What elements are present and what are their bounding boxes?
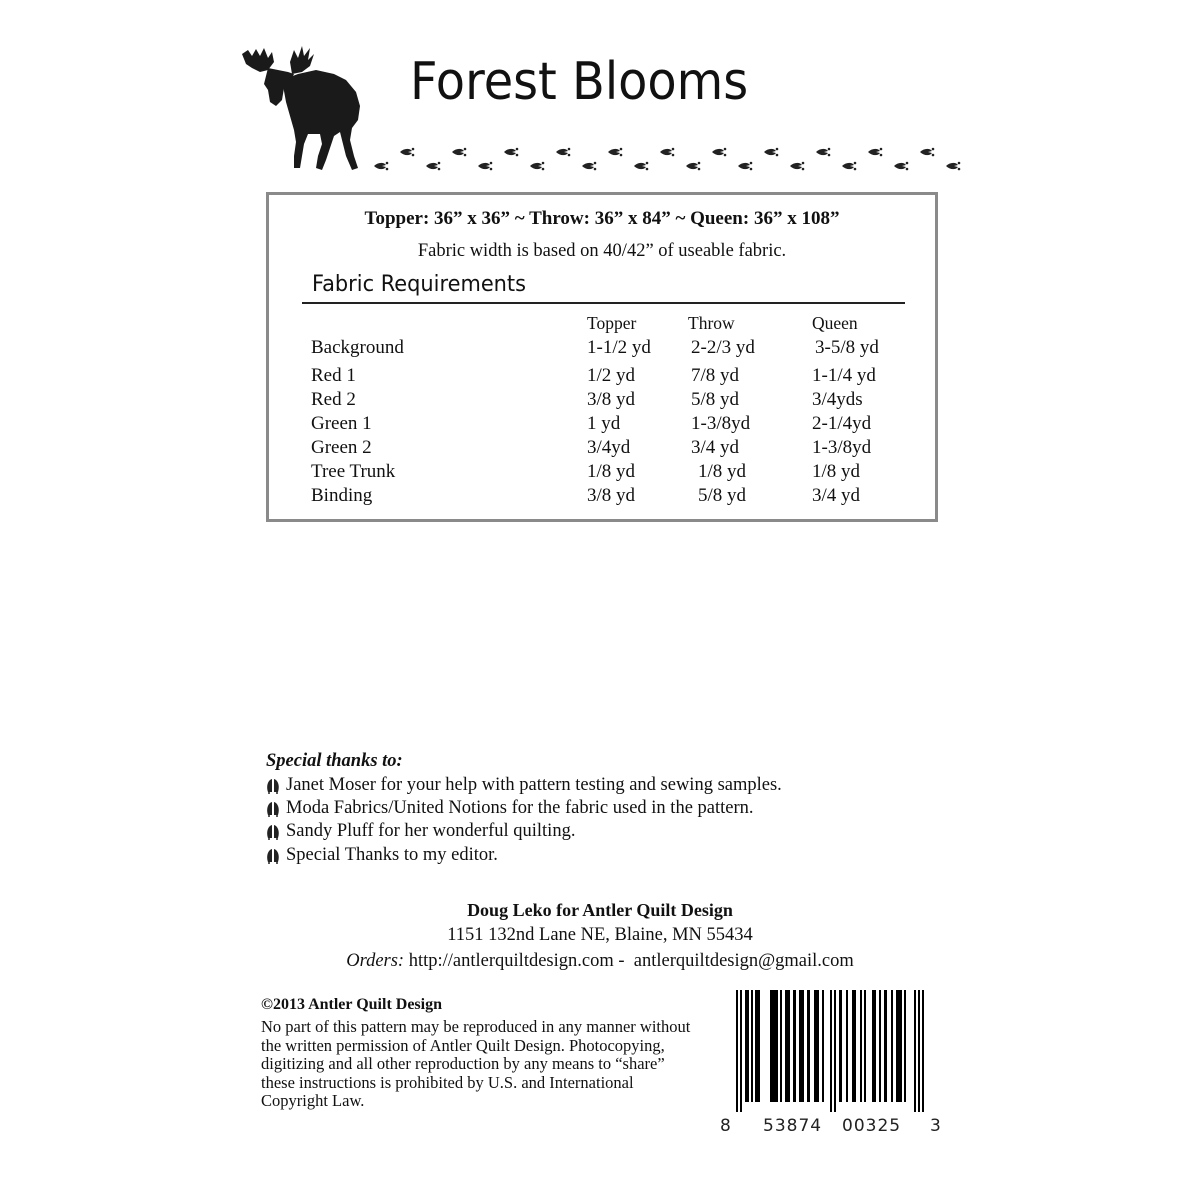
queen-amount: 1/8 yd [812,461,861,482]
topper-amount: 1/2 yd [587,365,636,386]
fabric-name: Red 2 [311,389,356,410]
throw-amount: 1/8 yd [698,461,747,482]
topper-amount: 1-1/2 yd [587,337,651,358]
thanks-text: Moda Fabrics/United Notions for the fabric used in the pattern. [286,798,754,818]
thanks-item [266,775,782,796]
barcode-digit-left: 8 [720,1116,731,1136]
throw-amount: 7/8 yd [691,365,740,386]
website-link[interactable]: http://antlerquiltdesign.com [408,951,614,971]
thanks-item [266,798,754,819]
hoof-tracks-icon [370,140,980,176]
fabric-name: Binding [311,485,373,506]
throw-amount: 2-2/3 yd [691,337,755,358]
throw-amount: 5/8 yd [698,485,747,506]
topper-amount: 1 yd [587,413,621,434]
page-title: Forest Blooms [410,52,749,112]
email-link[interactable]: antlerquiltdesign@gmail.com [633,951,854,971]
thanks-item [266,821,575,842]
barcode-icon [736,990,936,1112]
fabric-width-note: Fabric width is based on 40/42” of useable fabric. [417,241,787,261]
column-header-throw: Throw [688,313,735,333]
section-divider [302,302,905,304]
hoof-print-icon [266,848,280,864]
barcode-group-1: 53874 [763,1116,823,1136]
barcode-group-2: 00325 [842,1116,902,1136]
address-line: 1151 132nd Lane NE, Blaine, MN 55434 [447,925,753,945]
queen-amount: 3-5/8 yd [815,337,879,358]
orders-line [300,951,900,972]
queen-amount: 3/4yds [812,389,863,410]
fabric-name: Red 1 [311,365,356,386]
section-title: Fabric Requirements [312,272,527,297]
topper-amount: 3/8 yd [587,389,636,410]
column-header-topper: Topper [587,313,637,333]
hoof-print-icon [266,824,280,840]
thanks-item [266,845,498,866]
copyright-body: No part of this pattern may be reproduced in any manner without the written permission of Antler Quilt Design. Photocopying, digitizing and all other reproduction by any means to “share” these instructions is prohibited by U.S. and International Copyright Law. [261,1017,691,1110]
queen-amount: 2-1/4yd [812,413,872,434]
throw-amount: 5/8 yd [691,389,740,410]
thanks-text: Sandy Pluff for her wonderful quilting. [286,821,576,841]
thanks-text: Special Thanks to my editor. [286,845,498,865]
fabric-name: Green 1 [311,413,372,434]
moose-silhouette-icon [238,44,368,172]
queen-amount: 1-3/8yd [812,437,872,458]
queen-amount: 3/4 yd [812,485,861,506]
throw-amount: 1-3/8yd [691,413,751,434]
topper-amount: 1/8 yd [587,461,636,482]
topper-amount: 3/4yd [587,437,631,458]
orders-label: Orders: [346,951,405,971]
thanks-text: Janet Moser for your help with pattern testing and sewing samples. [286,775,782,795]
barcode-digit-right: 3 [930,1116,941,1136]
quilt-sizes: Topper: 36” x 36” ~ Throw: 36” x 84” ~ Queen: 36” x 108” [364,208,840,229]
fabric-name: Tree Trunk [311,461,396,482]
separator: - [613,951,634,971]
author-line: Doug Leko for Antler Quilt Design [467,900,733,920]
topper-amount: 3/8 yd [587,485,636,506]
fabric-name: Green 2 [311,437,372,458]
column-header-queen: Queen [812,313,858,333]
fabric-name: Background [311,337,404,358]
throw-amount: 3/4 yd [691,437,740,458]
queen-amount: 1-1/4 yd [812,365,876,386]
copyright-title: ©2013 Antler Quilt Design [261,996,442,1013]
hoof-print-icon [266,778,280,794]
thanks-title: Special thanks to: [266,751,403,771]
hoof-print-icon [266,801,280,817]
